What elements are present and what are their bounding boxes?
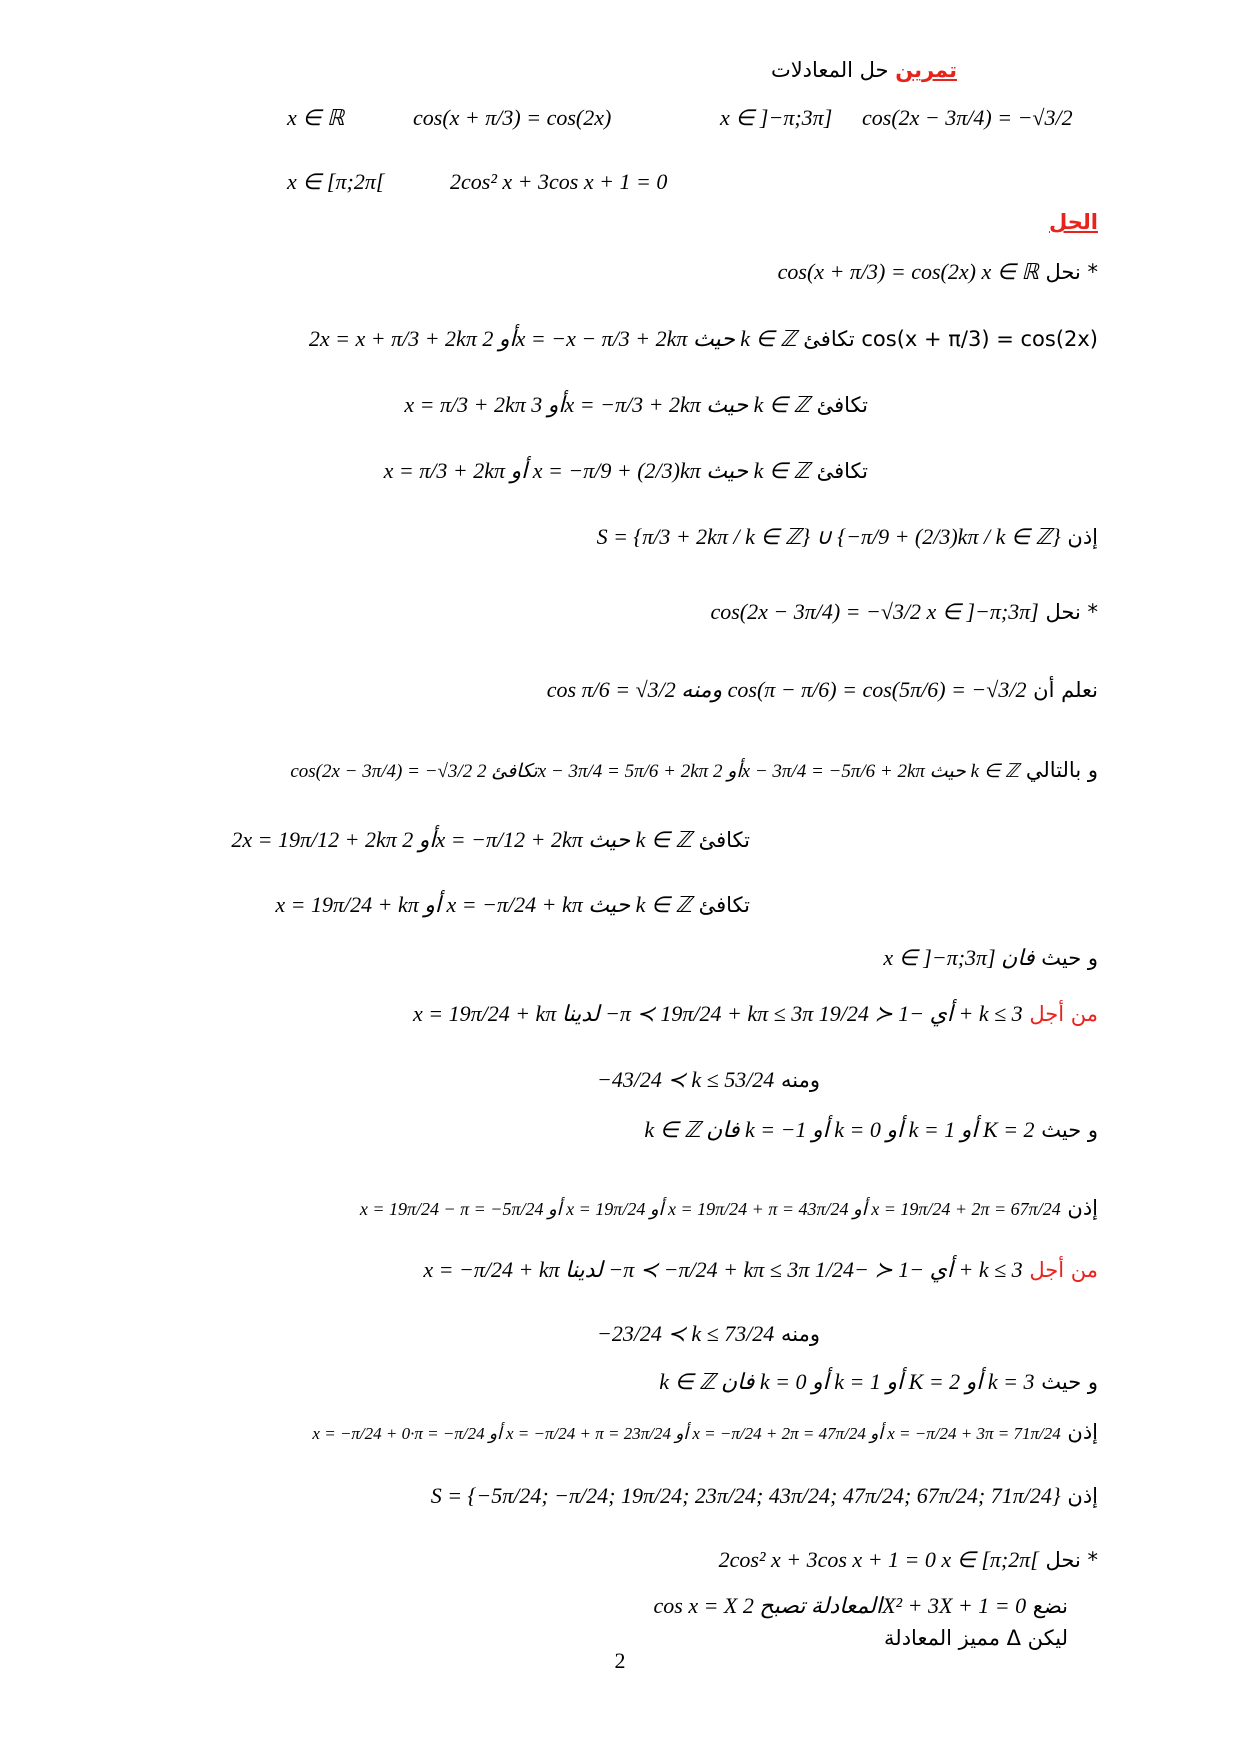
- solution-line-22: نضع cos x = X المعادلة تصبح 2X² + 3X + 1 = 0: [653, 1593, 1068, 1618]
- solution-line-11: و حيث x ∈ ]−π;3π] فان: [883, 945, 1098, 970]
- exercise-domain-2: x ∈ ℝ: [287, 105, 345, 130]
- solution-line-15: إذن x = 19π/24 − π = −5π/24 أو x = 19π/24 أو x = 19π/24 + π = 43π/24 أو x = 19π/24 + 2π = 67π/24: [359, 1196, 1098, 1220]
- solution-heading: الحل: [1049, 210, 1098, 234]
- solution-line-17: ومنه −23/24 ≺ k ≤ 73/24: [596, 1321, 820, 1346]
- exercise-title-red: تمرين: [895, 58, 957, 82]
- solution-line-16: من أجل x = −π/24 + kπ لدينا −π ≺ −π/24 + kπ ≤ 3π أي −1 ≺ −1/24 + k ≤ 3: [423, 1257, 1098, 1282]
- exercise-equation-1: cos(2x − 3π/4) = −√3/2: [862, 105, 1073, 130]
- solution-line-8: و بالتالي cos(2x − 3π/4) = −√3/2 تكافئ 2x − 3π/4 = 5π/6 + 2kπ أو 2x − 3π/4 = −5π/6 + 2kπ حيث k ∈ ℤ: [290, 758, 1098, 782]
- solution-line-18: و حيث k ∈ ℤ فان k = 0 أو k = 1 أو K = 2 أو k = 3: [659, 1369, 1098, 1394]
- solution-line-12: من أجل x = 19π/24 + kπ لدينا −π ≺ 19π/24 + kπ ≤ 3π أي −1 ≺ 19/24 + k ≤ 3: [412, 1001, 1098, 1026]
- exercise-title-rest: حل المعادلات: [770, 58, 889, 82]
- solution-line-14: و حيث k ∈ ℤ فان k = −1 أو k = 0 أو k = 1 أو K = 2: [644, 1117, 1098, 1142]
- exercise-equation-3: 2cos² x + 3cos x + 1 = 0: [450, 169, 668, 194]
- solution-line-1: * نحل cos(x + π/3) = cos(2x) x ∈ ℝ: [777, 259, 1098, 284]
- solution-line-5: إذن S = {π/3 + 2kπ / k ∈ ℤ} ∪ {−π/9 + (2/3)kπ / k ∈ ℤ}: [596, 524, 1098, 549]
- solution-line-21: * نحل 2cos² x + 3cos x + 1 = 0 x ∈ [π;2π[: [718, 1547, 1098, 1572]
- solution-line-9: تكافئ 2x = 19π/12 + 2kπ أو 2x = −π/12 + 2kπ حيث k ∈ ℤ: [231, 827, 750, 852]
- exercise-title: [771, 58, 957, 82]
- solution-line-20: إذن S = {−5π/24; −π/24; 19π/24; 23π/24; 43π/24; 47π/24; 67π/24; 71π/24}: [430, 1483, 1098, 1508]
- solution-line-7: نعلم أن cos π/6 = √3/2 ومنه cos(π − π/6) = cos(5π/6) = −√3/2: [546, 677, 1098, 702]
- solution-line-3: تكافئ x = π/3 + 2kπ أو 3x = −π/3 + 2kπ حيث k ∈ ℤ: [404, 392, 868, 417]
- solution-line-2: cos(x + π/3) = cos(2x) تكافئ 2x = x + π/3 + 2kπ أو 2x = −x − π/3 + 2kπ حيث k ∈ ℤ: [308, 326, 1098, 351]
- exercise-domain-1: x ∈ ]−π;3π]: [720, 105, 833, 130]
- solution-line-6: * نحل cos(2x − 3π/4) = −√3/2 x ∈ ]−π;3π]: [710, 599, 1098, 624]
- exercise-domain-3: x ∈ [π;2π[: [287, 169, 385, 194]
- solution-line-23: ليكن Δ مميز المعادلة: [884, 1626, 1068, 1650]
- solution-line-19: إذن x = −π/24 + 0·π = −π/24 أو x = −π/24 + π = 23π/24 أو x = −π/24 + 2π = 47π/24 أو x = −π/24 + 3π = 71π/24: [312, 1420, 1098, 1444]
- page-number: 2: [614, 1648, 626, 1673]
- solution-line-13: ومنه −43/24 ≺ k ≤ 53/24: [596, 1067, 820, 1092]
- exercise-equation-2: cos(x + π/3) = cos(2x): [413, 105, 612, 130]
- solution-line-4: تكافئ x = π/3 + 2kπ أو x = −π/9 + (2/3)kπ حيث k ∈ ℤ: [383, 458, 868, 483]
- solution-line-10: تكافئ x = 19π/24 + kπ أو x = −π/24 + kπ حيث k ∈ ℤ: [275, 892, 750, 917]
